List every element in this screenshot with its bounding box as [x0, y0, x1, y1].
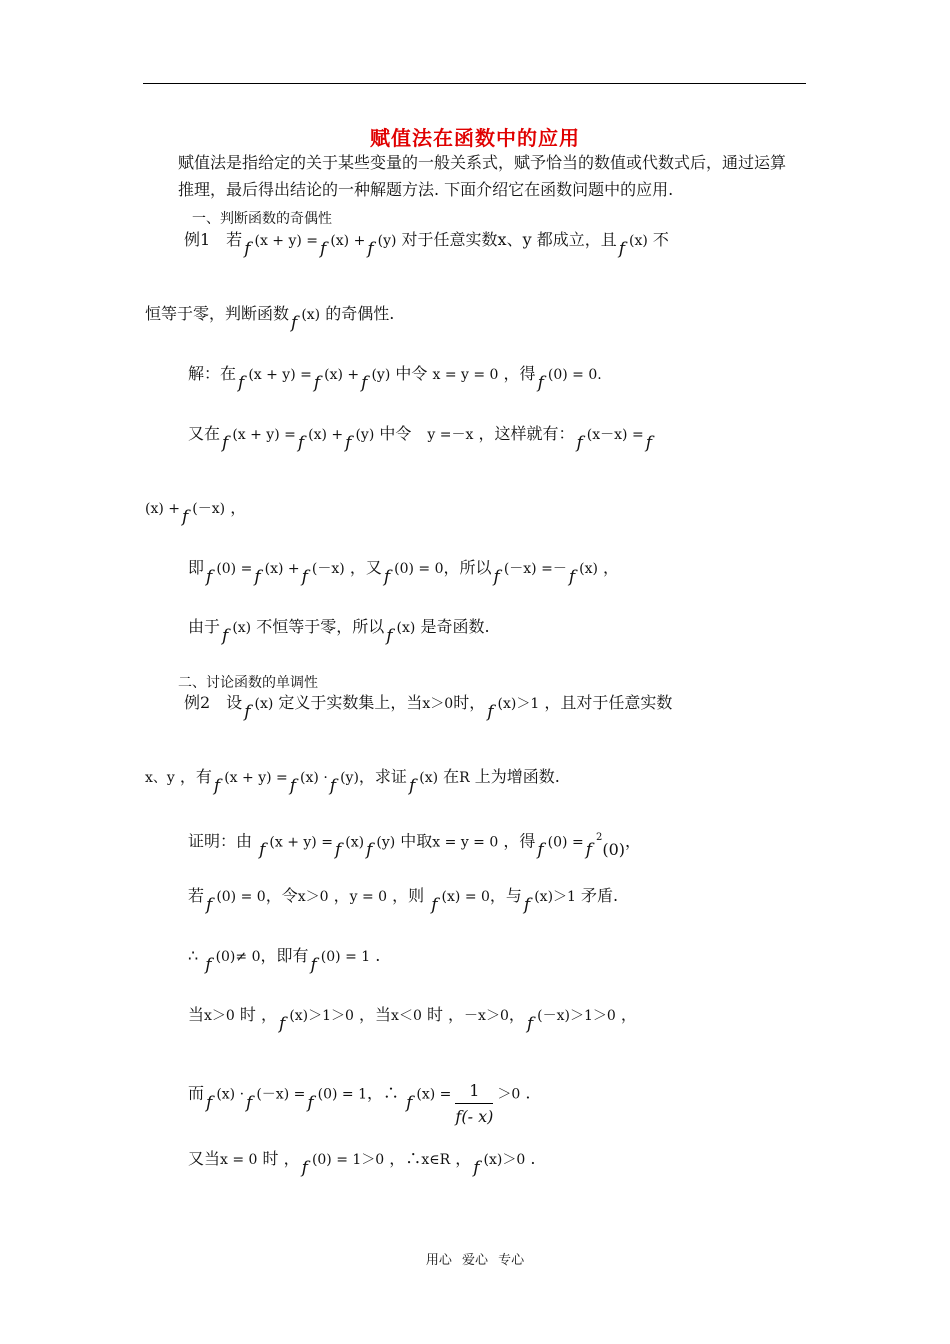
example-1-line-1: 例1 若 f (x + y) = f (x) + f (y) 对于任意实数x、y 都成立，且 f (x) 不	[184, 230, 669, 259]
example-2-line-1: 例2 设 f (x) 定义于实数集上，当x＞0时， f (x)＞1 ，且对于任意实数	[184, 693, 673, 722]
page-title: 赋值法在函数中的应用	[370, 126, 580, 150]
fraction-one-over-f-neg-x	[455, 1081, 493, 1127]
solution-1-line-4: 即 f (0) = f (x) + f (－x) ，又 f (0) = 0，所以 f (－x) =－ f (x) ，	[188, 558, 620, 587]
intro-line-2: 推理，最后得出结论的一种解题方法. 下面介绍它在函数问题中的应用.	[178, 180, 674, 199]
example-1-line-2: 恒等于零，判断函数 f (x) 的奇偶性.	[145, 304, 395, 333]
solution-1-line-3: (x) + f (－x) ，	[145, 498, 247, 527]
proof-2-line-3: ∴ f (0)≠ 0，即有 f (0) = 1 .	[188, 946, 381, 975]
proof-2-line-5: 而 f (x) · f (－x) = f (0) = 1，∴ f (x) = $\frac{1}{f(- x)}$ ＞0 .	[188, 1081, 531, 1126]
proof-2-line-2: 若 f (0) = 0，令x＞0 ，y = 0 ，则 f (x) = 0，与 f (x)＞1 矛盾.	[188, 886, 619, 915]
header-rule	[143, 83, 806, 84]
section-2-heading: 二、讨论函数的单调性	[178, 675, 318, 691]
example-2-line-2: x、y ，有 f (x + y) = f (x) · f (y)，求证 f (x) 在R 上为增函数.	[145, 767, 560, 796]
solution-1-line-2: 又在 f (x + y) = f (x) + f (y) 中令 y =－x ，这样就有： f (x－x) = f	[188, 424, 652, 453]
solution-1-line-5: 由于 f (x) 不恒等于零，所以 f (x) 是奇函数.	[188, 617, 490, 646]
proof-2-line-1: 证明：由 f (x + y) = f (x) f (y) 中取x = y = 0 ，得 f $(0) = f^2(0)$，	[188, 831, 642, 861]
fraction-numerator: 1	[455, 1081, 493, 1104]
page-footer: 用心 爱心 专心	[425, 1253, 525, 1268]
proof-2-line-4: 当x＞0 时 ， f (x)＞1＞0 ，当x＜0 时 ，－x＞0， f (－x)＞1＞0 ，	[188, 1005, 637, 1034]
solution-1-line-1: 解：在 f (x + y) = f (x) + f (y) 中令 x = y = 0 ，得 f (0) = 0.	[188, 364, 602, 393]
proof-2-line-6: 又当x = 0 时 ， f (0) = 1＞0 ，∴x∈R ， f (x)＞0 .	[188, 1149, 536, 1178]
fraction-denominator: f(- x)	[455, 1107, 494, 1126]
intro-line-1: 赋值法是指给定的关于某些变量的一般关系式，赋予恰当的数值或代数式后，通过运算	[178, 153, 787, 172]
section-1-heading: 一、判断函数的奇偶性	[192, 211, 332, 227]
